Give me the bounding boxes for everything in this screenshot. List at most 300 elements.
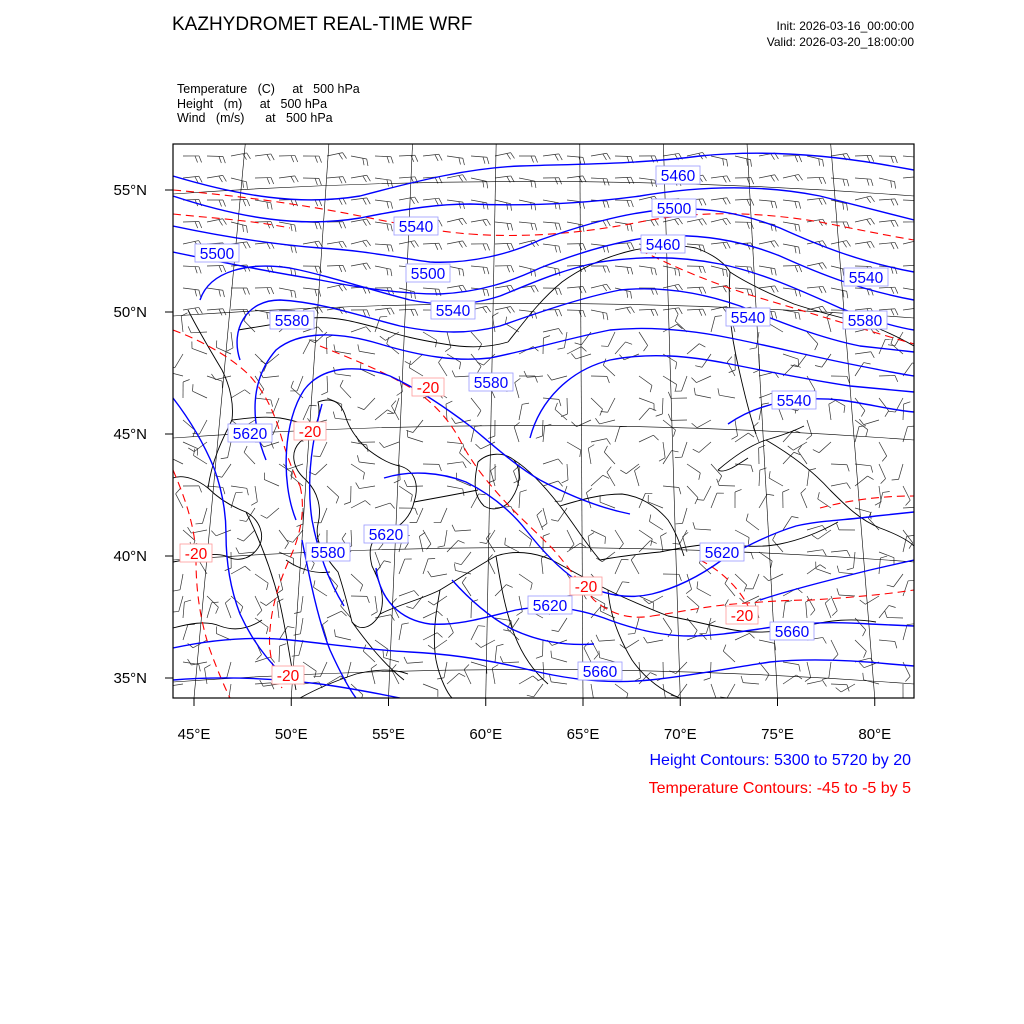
wind-barb: [591, 640, 599, 659]
wind-barb: [675, 315, 687, 332]
wind-barb: [663, 308, 682, 315]
wind-barb: [351, 501, 370, 508]
wind-barb: [543, 288, 561, 295]
wind-barb: [286, 530, 303, 542]
wind-barb: [711, 218, 731, 225]
svg-text:5540: 5540: [398, 219, 434, 236]
wind-barb: [399, 623, 409, 640]
wind-barb: [309, 464, 327, 475]
longitude-label: 80°E: [858, 726, 892, 743]
wind-barb: [727, 357, 735, 376]
wind-barb: [405, 354, 423, 365]
wind-barb: [855, 352, 874, 358]
wind-barb: [279, 530, 289, 549]
wind-barb: [615, 222, 632, 231]
wind-barb: [207, 309, 226, 316]
temperature-contour-label: [272, 666, 304, 685]
wind-barb: [183, 600, 191, 618]
svg-text:-20: -20: [184, 546, 208, 563]
wind-barb: [399, 309, 418, 316]
svg-text:5540: 5540: [776, 393, 812, 410]
wind-barb: [879, 442, 887, 461]
wind-barb: [791, 354, 807, 367]
wind-barb: [711, 464, 722, 482]
wind-barb: [314, 580, 327, 596]
wind-barb: [261, 508, 279, 518]
wind-barb: [168, 354, 183, 368]
wind-barb: [255, 178, 274, 185]
wind-barb: [855, 464, 873, 473]
wind-barb: [351, 219, 370, 226]
wind-barb: [735, 530, 749, 545]
wind-barb: [207, 288, 224, 297]
wind-barb: [409, 361, 423, 376]
svg-text:5620: 5620: [368, 527, 404, 544]
wind-barb: [452, 525, 471, 531]
wind-barb: [225, 598, 231, 618]
wind-barb: [783, 266, 802, 273]
wind-barb: [759, 241, 778, 248]
wind-barb: [660, 684, 666, 703]
wind-barb: [543, 178, 562, 185]
wind-barb: [903, 581, 915, 596]
wind-barb: [264, 473, 279, 486]
wind-barb: [495, 243, 514, 250]
meridian-line: [97, 144, 162, 698]
wind-barb: [807, 550, 826, 556]
wind-barb: [221, 442, 231, 459]
svg-text:5500: 5500: [656, 201, 692, 218]
wind-barb: [543, 266, 560, 276]
wind-barb: [897, 684, 904, 703]
wind-barb: [423, 684, 438, 697]
wind-barb: [887, 574, 903, 587]
wind-barb: [207, 596, 218, 614]
wind-barb: [668, 414, 687, 420]
wind-barb: [255, 200, 272, 210]
wind-barb: [375, 308, 394, 315]
wind-barb: [711, 684, 716, 704]
wind-barb: [639, 376, 652, 392]
wind-barb: [855, 363, 871, 376]
field-unit: (m/s): [215, 111, 245, 125]
wind-barb: [303, 288, 321, 297]
wind-barb: [783, 200, 801, 209]
wind-barb: [447, 175, 466, 182]
wind-barb: [596, 552, 615, 562]
wind-barb: [455, 552, 471, 565]
wind-barb: [471, 156, 489, 164]
wind-barb: [423, 611, 443, 618]
wind-barb: [447, 540, 465, 552]
wind-barb: [327, 611, 347, 618]
wind-barb: [831, 640, 838, 660]
wind-barb: [773, 534, 783, 552]
height-contour-label: [641, 235, 685, 254]
wind-barb: [536, 640, 543, 658]
wind-barb: [183, 624, 195, 640]
wind-barb: [447, 462, 466, 468]
wind-barb: [639, 530, 652, 546]
wind-barb: [879, 464, 886, 484]
longitude-label: 55°E: [372, 726, 405, 743]
wind-barb: [399, 508, 417, 515]
wind-barb: [169, 450, 183, 464]
wind-barb: [687, 266, 705, 273]
wind-barb: [591, 310, 608, 320]
wind-barb: [735, 433, 754, 442]
wind-barb: [519, 403, 529, 420]
wind-barb: [536, 420, 543, 438]
wind-barb: [363, 645, 375, 662]
wind-barb: [567, 200, 585, 209]
wind-barb: [231, 153, 250, 160]
height-contour-label: [406, 264, 450, 283]
wind-barb: [783, 354, 799, 366]
wind-barb: [447, 354, 461, 369]
wind-barb: [371, 664, 377, 684]
wind-barb: [383, 651, 399, 662]
svg-text:5540: 5540: [435, 303, 471, 320]
wind-barb: [567, 347, 586, 354]
wind-barb: [255, 398, 273, 407]
longitude-label: 65°E: [566, 726, 600, 743]
svg-text:5500: 5500: [199, 246, 235, 263]
field-level: at 500 hPa: [265, 111, 333, 125]
wind-barb: [375, 156, 393, 163]
wind-barb: [207, 602, 219, 618]
longitude-labels: [178, 726, 891, 743]
wind-barb: [207, 219, 226, 226]
wind-barb: [879, 375, 898, 381]
svg-text:5460: 5460: [645, 237, 681, 254]
wind-barb: [879, 640, 897, 648]
wind-barb: [340, 380, 351, 398]
wind-barb: [567, 244, 586, 251]
wind-barb: [303, 405, 317, 420]
wind-barb: [327, 284, 347, 291]
wind-barb: [735, 199, 754, 206]
svg-text:-20: -20: [730, 608, 754, 625]
field-name: Height: [177, 96, 214, 111]
wind-barb: [639, 332, 648, 351]
wind-barb: [807, 177, 826, 184]
wind-barb: [879, 178, 896, 189]
svg-text:5460: 5460: [660, 168, 696, 185]
wind-barb: [255, 288, 274, 295]
wind-barb: [215, 464, 231, 477]
wind-barb: [693, 522, 711, 530]
height-contour-label: [270, 311, 314, 330]
svg-text:5540: 5540: [730, 310, 766, 327]
wind-barb: [279, 156, 298, 163]
wind-barb: [205, 665, 211, 684]
wind-barb: [464, 664, 471, 684]
wind-barb: [303, 178, 321, 185]
wind-barb: [711, 316, 722, 332]
wind-barb: [879, 556, 887, 574]
wind-barb: [351, 327, 371, 332]
wind-barb: [615, 426, 627, 442]
wind-barb: [551, 651, 567, 662]
wind-barb: [837, 566, 855, 574]
latitude-label: 55°N: [113, 182, 147, 199]
wind-barb: [718, 388, 735, 398]
field-level: at 500 hPa: [259, 96, 328, 111]
wind-barb: [735, 633, 755, 640]
wind-barb: [291, 469, 303, 486]
wind-barb: [519, 676, 538, 684]
wind-barb: [527, 684, 543, 697]
wind-barb: [855, 242, 874, 249]
wind-barb: [615, 307, 634, 314]
wind-barb: [759, 640, 776, 650]
wind-barb: [807, 468, 816, 486]
wind-barb: [231, 486, 248, 495]
wind-barb: [303, 222, 321, 229]
wind-barb: [471, 266, 489, 274]
wind-barb: [697, 486, 711, 500]
height-contour-label: [844, 268, 888, 287]
wind-barb: [631, 555, 639, 574]
wind-barb: [879, 339, 892, 354]
wind-barb: [885, 611, 903, 618]
wind-barb: [591, 376, 609, 383]
map-title: KAZHYDROMET REAL-TIME WRF: [172, 14, 473, 35]
wind-barb: [683, 532, 689, 552]
wind-barb: [211, 530, 231, 536]
wind-barb: [375, 317, 387, 332]
wind-barb: [892, 464, 903, 480]
wind-barb: [687, 219, 706, 226]
wind-barb: [404, 480, 423, 486]
wind-barb: [222, 684, 231, 701]
wind-barb: [183, 380, 190, 398]
wind-barb: [327, 265, 346, 272]
wind-barb: [519, 156, 538, 163]
wind-barb: [303, 662, 316, 678]
wind-barb: [663, 486, 681, 494]
wind-barb: [519, 240, 539, 247]
wind-barb: [543, 534, 550, 552]
wind-barb: [439, 357, 447, 376]
wind-barb: [188, 527, 207, 533]
wind-barb: [326, 335, 332, 354]
wind-barb: [543, 328, 563, 334]
wind-barb: [543, 222, 561, 230]
wind-barb: [837, 523, 855, 530]
wind-barb: [903, 288, 920, 297]
field-name: Wind: [177, 111, 206, 125]
wind-barb: [813, 442, 831, 453]
wind-barb: [471, 244, 490, 251]
svg-text:-20: -20: [276, 668, 300, 685]
wind-barb: [879, 552, 894, 565]
wind-barb: [659, 442, 665, 461]
wind-barb: [516, 596, 522, 615]
wind-barb: [711, 242, 730, 249]
wind-barb: [588, 684, 594, 703]
wind-barb: [903, 177, 922, 184]
wind-barb: [351, 198, 370, 205]
init-time: Init: 2026-03-16_00:00:00: [776, 19, 914, 33]
height-contour-label: [528, 596, 572, 615]
wind-barb: [601, 398, 615, 412]
wind-barbs: [164, 152, 923, 703]
wind-barb: [639, 266, 656, 275]
wind-barb: [656, 398, 663, 416]
wind-barb: [231, 200, 250, 207]
latitude-labels: [113, 182, 147, 687]
meridian-line: [831, 144, 875, 698]
wind-barb: [356, 483, 375, 489]
wind-barb: [543, 154, 562, 161]
wind-barb: [294, 596, 303, 614]
wind-barb: [615, 266, 633, 274]
wind-barb: [167, 365, 183, 376]
wind-barb: [818, 492, 831, 508]
wind-barb: [552, 618, 567, 632]
height-contour-label: [364, 525, 408, 544]
wind-barb: [471, 219, 490, 226]
wind-barb: [663, 376, 677, 391]
longitude-label: 75°E: [761, 726, 794, 743]
wind-barb: [783, 244, 800, 254]
wind-barb: [419, 532, 425, 552]
parallel-line: [173, 547, 914, 562]
wind-barb: [193, 384, 207, 398]
height-contour-label: [306, 543, 350, 562]
wind-barb: [471, 398, 481, 417]
wind-barb: [551, 508, 567, 521]
wind-barb: [825, 598, 831, 618]
wind-barb: [255, 574, 268, 590]
wind-barb: [831, 376, 849, 383]
wind-barb: [279, 288, 296, 298]
wind-barb: [375, 244, 393, 252]
parallel-line: [173, 181, 914, 196]
temperature-contour-label: [412, 378, 444, 397]
wind-barb: [515, 378, 521, 398]
wind-barb: [351, 156, 368, 166]
wind-barb: [236, 547, 255, 553]
wind-barb: [591, 284, 611, 291]
wind-barb: [783, 662, 800, 672]
svg-text:-20: -20: [574, 579, 598, 596]
wind-barb: [543, 200, 560, 210]
longitude-label: 50°E: [274, 726, 308, 743]
height-contour-label: [770, 622, 814, 641]
wind-barb: [292, 640, 303, 656]
wind-barb: [423, 198, 442, 205]
wind-barb: [805, 662, 811, 682]
wind-barb: [561, 398, 567, 417]
wind-barb: [759, 200, 777, 208]
wind-barb: [663, 574, 681, 581]
wind-barb: [358, 344, 375, 354]
wind-barb: [547, 374, 567, 380]
temperature-contour-label: [570, 577, 602, 596]
wind-barb: [327, 486, 339, 503]
field-level: at 500 hPa: [292, 82, 360, 96]
wind-barb: [806, 420, 811, 440]
wind-barb: [495, 266, 514, 273]
wind-barb: [783, 489, 789, 508]
wind-barb: [759, 662, 769, 681]
wind-barb: [309, 332, 327, 343]
wind-barb: [599, 651, 615, 662]
wind-barb: [181, 313, 187, 332]
temperature-contour-legend: Temperature Contours: -45 to -5 by 5: [648, 780, 911, 797]
wind-barb: [183, 662, 200, 671]
wind-barb: [634, 466, 640, 486]
wind-barb: [644, 637, 663, 643]
wind-barb: [879, 199, 898, 206]
field-name: Temperature: [177, 82, 248, 96]
wind-barb: [837, 588, 855, 596]
wind-barb: [438, 530, 447, 547]
wind-barb: [428, 571, 447, 577]
wind-barb: [831, 464, 849, 471]
height-contour-label: [843, 311, 887, 330]
wind-barb: [860, 596, 879, 604]
wind-barb: [567, 442, 581, 457]
wind-barb: [620, 464, 639, 474]
wind-barb: [488, 420, 495, 438]
wind-barb: [639, 309, 658, 316]
wind-barb: [807, 156, 824, 167]
wind-barb: [207, 266, 226, 273]
wind-barb: [567, 530, 574, 550]
wind-barb: [447, 241, 466, 248]
wind-barb: [591, 530, 605, 544]
wind-barb: [344, 486, 351, 504]
wind-barb: [394, 464, 400, 483]
height-contour-label: [578, 662, 622, 681]
wind-barb: [471, 662, 487, 674]
wind-barb: [495, 644, 503, 662]
wind-barb: [375, 503, 395, 508]
wind-barb: [351, 240, 371, 247]
wind-barb: [855, 640, 866, 658]
wind-barb: [735, 222, 753, 229]
wind-barb: [294, 618, 303, 635]
wind-barb: [423, 243, 442, 250]
wind-barb: [183, 156, 202, 163]
wind-barb: [173, 574, 183, 591]
height-contour-label: [700, 543, 744, 562]
wind-barb: [588, 445, 594, 464]
wind-barb: [615, 530, 623, 549]
wind-barb: [687, 344, 705, 354]
wind-barb: [183, 222, 202, 229]
wind-barb: [903, 156, 921, 164]
wind-barb: [591, 153, 610, 160]
wind-barb: [423, 154, 442, 161]
wind-barb: [471, 626, 485, 640]
wind-barb: [231, 178, 247, 189]
latitude-label: 50°N: [113, 304, 147, 321]
wind-barb: [321, 376, 327, 395]
wind-barb: [231, 390, 250, 398]
wind-barb: [863, 673, 879, 684]
wind-barb: [709, 621, 715, 640]
wind-barb: [543, 459, 563, 464]
wind-barb: [615, 342, 632, 354]
wind-barb: [648, 495, 663, 508]
wind-barb: [451, 418, 471, 424]
wind-barb: [327, 177, 346, 184]
